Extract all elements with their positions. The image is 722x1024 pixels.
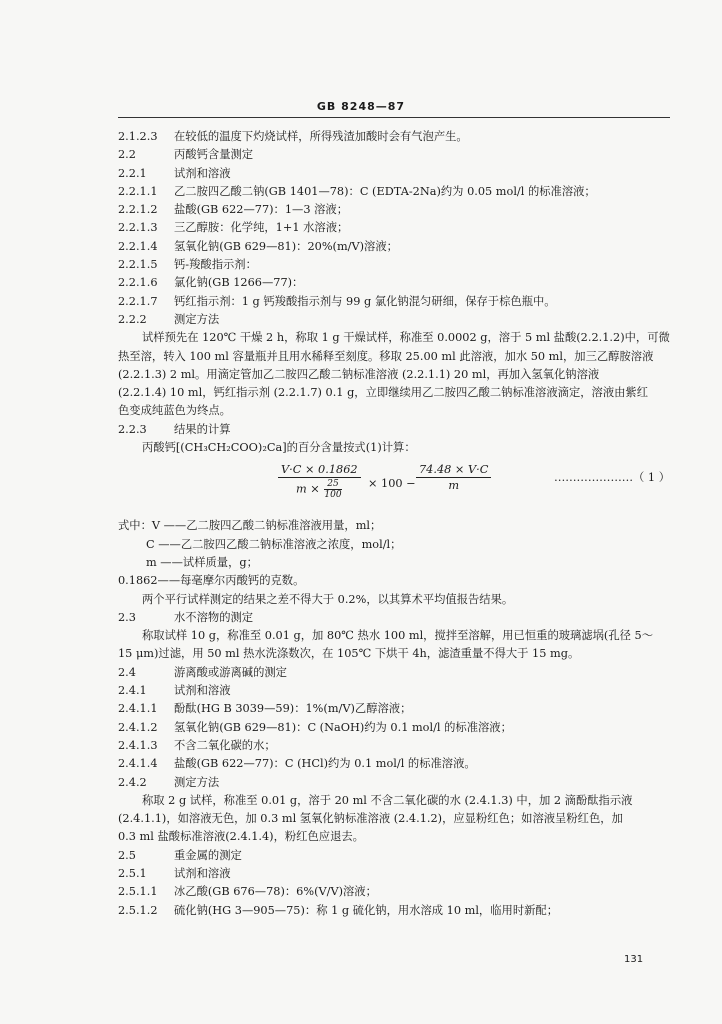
clause-line bbox=[118, 274, 670, 292]
where-line: m ——试样质量，g； bbox=[146, 555, 258, 569]
clause-number: 2.4 bbox=[118, 665, 136, 679]
clause-text: 三乙醇胺：化学纯，1+1 水溶液； bbox=[174, 221, 349, 235]
clause-heading bbox=[118, 421, 670, 439]
clause-number: 2.5 bbox=[118, 848, 136, 862]
clause-line bbox=[118, 201, 670, 219]
clause-line bbox=[118, 609, 670, 627]
formula-1 bbox=[118, 463, 670, 513]
section-2-2-list bbox=[118, 128, 670, 329]
section-2-5-list bbox=[118, 847, 670, 920]
insoluble-paragraph bbox=[118, 627, 670, 664]
clause-text: 测定方法 bbox=[174, 775, 220, 789]
paragraph-line: 称取 2 g 试样，称准至 0.01 g，溶于 20 ml 不含二氧化碳的水 (2.4.1.3) 中，加 2 滴酚酞指示液 bbox=[142, 793, 633, 807]
clause-number: 2.4.1.4 bbox=[118, 757, 158, 771]
header-rule bbox=[118, 117, 670, 118]
clause-text: 氢氧化钠(GB 629—81)：20%(m/V)溶液； bbox=[174, 239, 398, 253]
clause-text: 氯化钠(GB 1266—77)： bbox=[174, 276, 304, 290]
clause-line bbox=[118, 183, 670, 201]
clause-number: 2.5.1 bbox=[118, 866, 147, 880]
clause-line bbox=[118, 700, 670, 718]
clause-line bbox=[118, 311, 670, 329]
paragraph-line: 15 μm)过滤，用 50 ml 热水洗涤数次，在 105℃ 下烘干 4h，滤渣重量不得大于 15 mg。 bbox=[118, 647, 580, 661]
clause-text: 水不溶物的测定 bbox=[174, 610, 254, 624]
clause-text: 试剂和溶液 bbox=[174, 684, 231, 698]
fraction-2-numerator: 74.48 × V·C bbox=[416, 463, 491, 478]
clause-number: 2.4.1.2 bbox=[118, 720, 158, 734]
standard-header: GB 8248—87 bbox=[316, 100, 406, 113]
clause-line bbox=[118, 682, 670, 700]
equation-number: …………………（ 1 ） bbox=[553, 471, 670, 485]
clause-text: 酚酞(HG B 3039—59)：1%(m/V)乙醇溶液； bbox=[174, 702, 412, 716]
clause-text: 冰乙酸(GB 676—78)：6%(V/V)溶液； bbox=[174, 885, 377, 899]
clause-line bbox=[118, 219, 670, 237]
clause-line bbox=[118, 774, 670, 792]
formula-times-100: × 100 − bbox=[368, 477, 416, 491]
clause-line bbox=[118, 128, 670, 146]
clause-line bbox=[118, 737, 670, 755]
clause-title: 结果的计算 bbox=[174, 422, 231, 436]
paragraph-line: (2.2.1.4) 10 ml，钙红指示剂 (2.2.1.7) 0.1 g，立即继续用乙二胺四乙酸二钠标准溶液滴定，溶液由紫红 bbox=[118, 386, 649, 400]
paragraph-line: 0.3 ml 盐酸标准溶液(2.4.1.4)，粉红色应退去。 bbox=[118, 830, 364, 844]
where-line: 式中：V ——乙二胺四乙酸二钠标准溶液用量，ml； bbox=[118, 519, 382, 533]
clause-number: 2.2.1.6 bbox=[118, 276, 158, 290]
clause-number: 2.3 bbox=[118, 610, 136, 624]
clause-text: 试剂和溶液 bbox=[174, 866, 231, 880]
clause-text: 钙红指示剂：1 g 钙羧酸指示剂与 99 g 氯化钠混匀研细，保存于棕色瓶中。 bbox=[174, 294, 556, 308]
clause-text: 重金属的测定 bbox=[174, 848, 242, 862]
clause-line bbox=[118, 902, 670, 920]
clause-number: 2.5.1.2 bbox=[118, 903, 158, 917]
clause-number: 2.5.1.1 bbox=[118, 885, 158, 899]
clause-line bbox=[118, 847, 670, 865]
where-line: C ——乙二胺四乙酸二钠标准溶液之浓度，mol/l； bbox=[146, 537, 402, 551]
section-2-3-list bbox=[118, 609, 670, 627]
clause-text: 盐酸(GB 622—77)：C (HCl)约为 0.1 mol/l 的标准溶液。 bbox=[174, 757, 476, 771]
clause-number: 2.2.1.2 bbox=[118, 203, 158, 217]
clause-number: 2.2.1.3 bbox=[118, 221, 158, 235]
clause-number: 2.2.1.7 bbox=[118, 294, 158, 308]
clause-line bbox=[118, 664, 670, 682]
clause-text: 测定方法 bbox=[174, 312, 220, 326]
paragraph-line: 称取试样 10 g，称准至 0.01 g，加 80℃ 热水 100 ml，搅拌至溶解，用已恒重的玻璃滤埚(孔径 5～ bbox=[142, 629, 654, 643]
clause-number: 2.4.1.3 bbox=[118, 738, 158, 752]
where-line: 0.1862——每毫摩尔丙酸钙的克数。 bbox=[118, 574, 305, 588]
clause-number: 2.4.1 bbox=[118, 684, 147, 698]
clause-line bbox=[118, 755, 670, 773]
clause-line bbox=[118, 293, 670, 311]
clause-text: 钙-羧酸指示剂： bbox=[174, 258, 257, 272]
clause-text: 硫化钠(HG 3—905—75)：称 1 g 硫化钠，用水溶成 10 ml，临用时新配； bbox=[174, 903, 559, 917]
fraction-1-numerator: V·C × 0.1862 bbox=[278, 463, 361, 478]
clause-text: 在较低的温度下灼烧试样，所得残渣加酸时会有气泡产生。 bbox=[174, 130, 468, 143]
clause-number: 2.2.1.5 bbox=[118, 258, 158, 272]
paragraph-line: 试样预先在 120℃ 干燥 2 h，称取 1 g 干燥试样，称准至 0.0002 g，溶于 5 ml 盐酸(2.2.1.2)中，可微 bbox=[142, 331, 670, 345]
clause-line bbox=[118, 165, 670, 183]
clause-line bbox=[118, 865, 670, 883]
fraction-1-m: m × bbox=[296, 482, 320, 496]
clause-line bbox=[118, 146, 670, 164]
fraction-2-denominator: m bbox=[448, 479, 460, 493]
acid-paragraph bbox=[118, 792, 670, 847]
clause-text: 氢氧化钠(GB 629—81)：C (NaOH)约为 0.1 mol/l 的标准溶液； bbox=[174, 720, 512, 734]
clause-line bbox=[118, 256, 670, 274]
page-number: 131 bbox=[624, 954, 644, 965]
clause-text: 乙二胺四乙酸二钠(GB 1401—78)：C (EDTA-2Na)约为 0.05 mol/l 的标准溶液； bbox=[174, 184, 596, 198]
paragraph-line: 热至溶，转入 100 ml 容量瓶并且用水稀释至刻度。移取 25.00 ml 此溶液，加水 50 ml，加三乙醇胺溶液 bbox=[118, 349, 654, 363]
paragraph-line: (2.4.1.1)，如溶液无色，加 0.3 ml 氢氧化钠标准溶液 (2.4.1.2)，应显粉红色；如溶液呈粉红色，加 bbox=[118, 812, 623, 826]
formula-fraction-2 bbox=[416, 463, 491, 492]
section-2-4-list bbox=[118, 664, 670, 792]
clause-number: 2.2.1 bbox=[118, 166, 147, 180]
clause-number: 2.2.1.1 bbox=[118, 184, 158, 198]
clause-number: 2.1.2.3 bbox=[118, 130, 158, 143]
clause-number: 2.2.2 bbox=[118, 312, 147, 326]
clause-text: 丙酸钙含量测定 bbox=[174, 148, 254, 162]
clause-line bbox=[118, 719, 670, 737]
fraction-100: 100 bbox=[324, 490, 342, 501]
paragraph-line: 色变成纯蓝色为终点。 bbox=[118, 404, 231, 418]
paragraph-line: (2.2.1.3) 2 ml。用滴定管加乙二胺四乙酸二钠标准溶液 (2.2.1.1) 20 ml，再加入氢氧化钠溶液 bbox=[118, 367, 600, 381]
fraction-25-100 bbox=[324, 479, 341, 500]
clause-number: 2.2.3 bbox=[118, 422, 147, 436]
fraction-25: 25 bbox=[324, 479, 341, 490]
where-list bbox=[118, 517, 670, 590]
fraction-1-denominator bbox=[278, 478, 361, 500]
formula-intro: 丙酸钙[(CH₃CH₂COO)₂Ca]的百分含量按式(1)计算： bbox=[142, 441, 416, 455]
clause-text: 试剂和溶液 bbox=[174, 166, 231, 180]
clause-text: 盐酸(GB 622—77)：1—3 溶液； bbox=[174, 203, 349, 217]
clause-text: 不含二氧化碳的水； bbox=[174, 738, 276, 752]
clause-number: 2.2 bbox=[118, 148, 136, 162]
clause-number: 2.4.2 bbox=[118, 775, 147, 789]
document-body bbox=[118, 128, 670, 920]
clause-line bbox=[118, 883, 670, 901]
formula-fraction-1 bbox=[278, 463, 361, 500]
method-paragraph bbox=[118, 329, 670, 420]
clause-line bbox=[118, 238, 670, 256]
clause-number: 2.2.1.4 bbox=[118, 239, 158, 253]
parallel-note: 两个平行试样测定的结果之差不得大于 0.2%，以其算术平均值报告结果。 bbox=[142, 592, 514, 606]
clause-text: 游离酸或游离碱的测定 bbox=[174, 665, 287, 679]
clause-number: 2.4.1.1 bbox=[118, 702, 158, 716]
